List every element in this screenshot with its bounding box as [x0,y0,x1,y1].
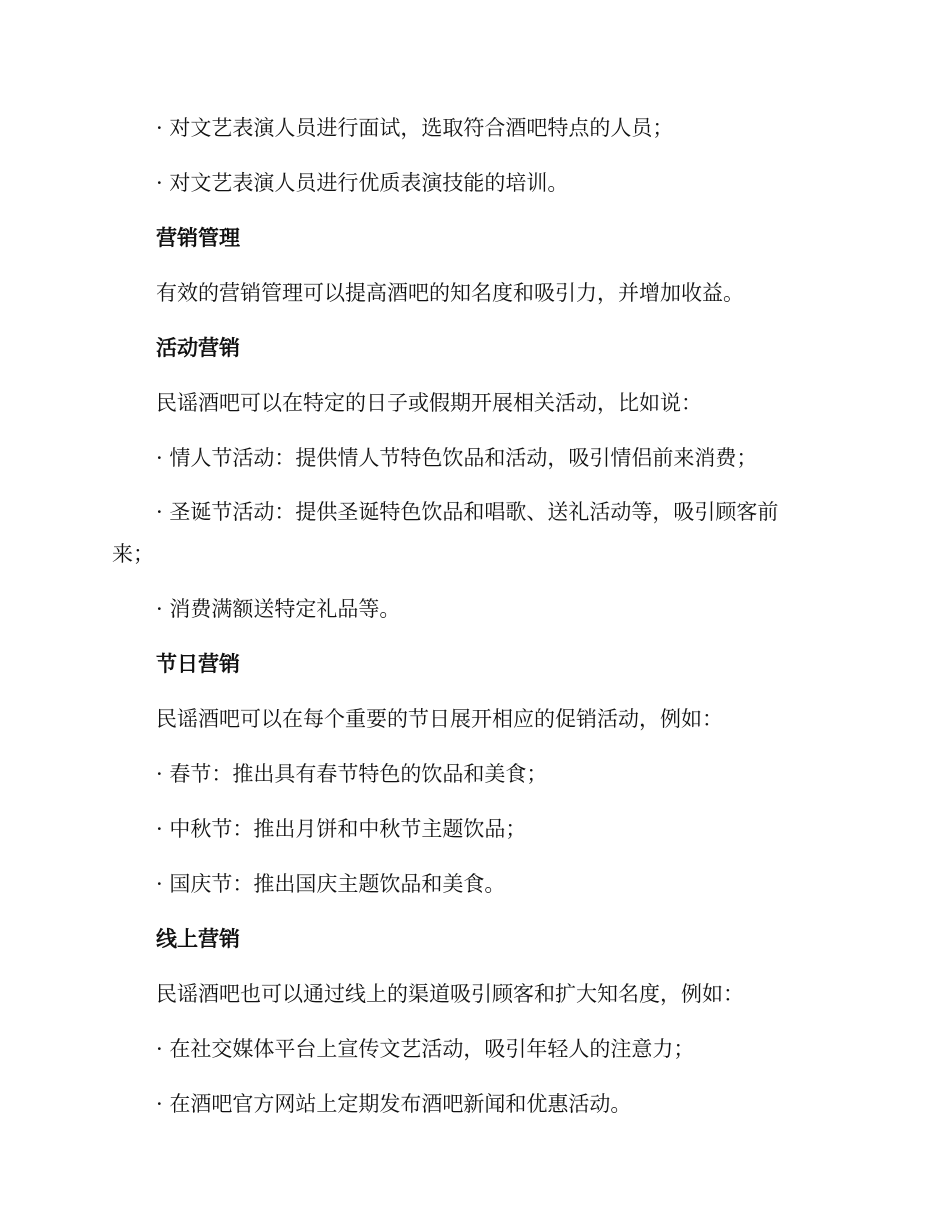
list-item: · 情人节活动：提供情人节特色饮品和活动，吸引情侣前来消费； [156,446,758,470]
section-heading-online: 线上营销 [156,927,240,951]
paragraph: 民谣酒吧也可以通过线上的渠道吸引顾客和扩大知名度，例如： [156,982,744,1006]
list-item: · 对文艺表演人员进行面试，选取符合酒吧特点的人员； [156,116,674,140]
list-item: · 中秋节：推出月饼和中秋节主题饮品； [156,817,527,841]
section-heading-event: 活动营销 [156,336,240,360]
section-heading-marketing: 营销管理 [156,226,240,250]
list-item: · 国庆节：推出国庆主题饮品和美食。 [156,872,506,896]
paragraph: 民谣酒吧可以在每个重要的节日展开相应的促销活动，例如： [156,707,723,731]
list-item: · 圣诞节活动：提供圣诞特色饮品和唱歌、送礼活动等，吸引顾客前来； [112,500,779,566]
paragraph: 民谣酒吧可以在特定的日子或假期开展相关活动，比如说： [156,391,702,415]
list-item: · 消费满额送特定礼品等。 [156,597,401,621]
section-heading-holiday: 节日营销 [156,652,240,676]
list-item: · 春节：推出具有春节特色的饮品和美食； [156,762,548,786]
paragraph: 有效的营销管理可以提高酒吧的知名度和吸引力，并增加收益。 [156,281,744,305]
list-item: · 在酒吧官方网站上定期发布酒吧新闻和优惠活动。 [156,1092,632,1116]
list-item: · 在社交媒体平台上宣传文艺活动，吸引年轻人的注意力； [156,1037,695,1061]
list-item: · 对文艺表演人员进行优质表演技能的培训。 [156,171,569,195]
